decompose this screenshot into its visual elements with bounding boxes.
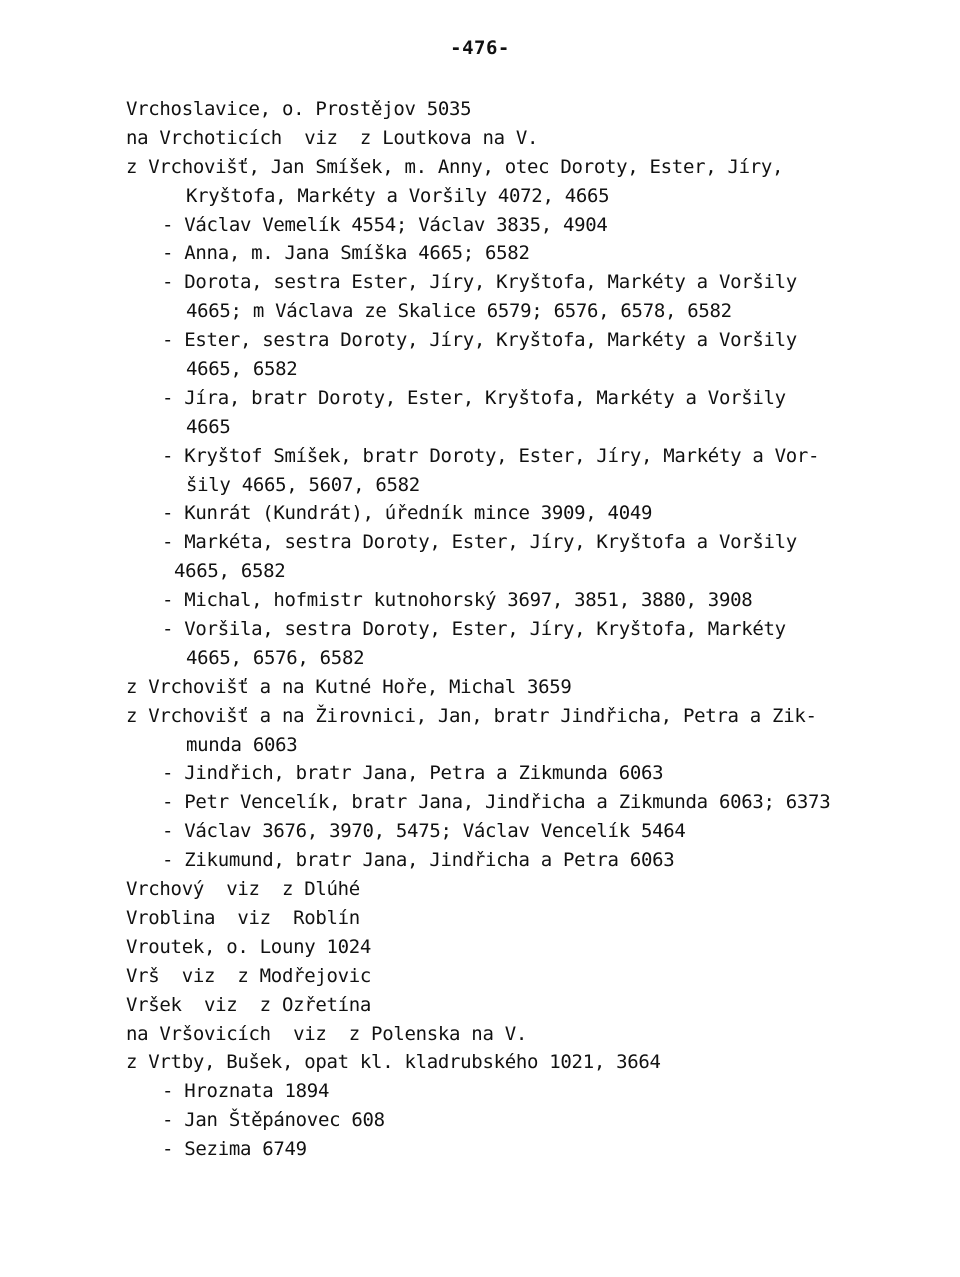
index-line-continuation: 4665, 6576, 6582 — [186, 646, 365, 669]
index-line: Vrchový viz z Dlúhé — [126, 878, 360, 901]
index-line: na Vršovicích viz z Polenska na V. — [126, 1022, 528, 1045]
index-subentry: - Anna, m. Jana Smíška 4665; 6582 — [162, 242, 530, 265]
index-subentry: - Ester, sestra Doroty, Jíry, Kryštofa, Markéty a Voršily — [162, 329, 797, 352]
index-subentry: - Václav Vemelík 4554; Václav 3835, 4904 — [162, 213, 608, 236]
index-subentry: - Dorota, sestra Ester, Jíry, Kryštofa, Markéty a Voršily — [162, 271, 797, 294]
index-line: z Vrchovišť a na Žirovnici, Jan, bratr Jindřicha, Petra a Zik- — [126, 704, 817, 727]
index-line: z Vrchovišť a na Kutné Hoře, Michal 3659 — [126, 675, 572, 698]
index-subentry: - Jan Štěpánovec 608 — [162, 1109, 385, 1132]
index-subentry: - Zikumund, bratr Jana, Jindřicha a Petra 6063 — [162, 849, 675, 872]
index-subentry: - Markéta, sestra Doroty, Ester, Jíry, Kryštofa a Voršily — [162, 531, 797, 554]
index-subentry: - Kryštof Smíšek, bratr Doroty, Ester, Jíry, Markéty a Vor- — [162, 444, 820, 467]
index-line: z Vrtby, Bušek, opat kl. kladrubského 1021, 3664 — [126, 1051, 661, 1074]
index-line: z Vrchovišť, Jan Smíšek, m. Anny, otec Doroty, Ester, Jíry, — [126, 155, 784, 178]
index-line-continuation: šily 4665, 5607, 6582 — [186, 473, 420, 496]
index-entries — [126, 95, 886, 1164]
index-line: Vrchoslavice, o. Prostějov 5035 — [126, 98, 472, 120]
index-subentry: - Jíra, bratr Doroty, Ester, Kryštofa, Markéty a Voršily — [162, 386, 786, 409]
index-line: Vroutek, o. Louny 1024 — [126, 935, 372, 958]
index-line: Vroblina viz Roblín — [126, 906, 360, 929]
index-line-continuation: munda 6063 — [186, 733, 298, 756]
index-subentry: - Jindřich, bratr Jana, Petra a Zikmunda 6063 — [162, 762, 664, 785]
index-line-continuation: 4665, 6582 — [174, 560, 286, 583]
index-subentry: - Sezima 6749 — [162, 1138, 307, 1161]
index-subentry: - Václav 3676, 3970, 5475; Václav Vencelík 5464 — [162, 820, 686, 843]
index-line: Vršek viz z Ozřetína — [126, 993, 372, 1016]
index-line: Vrš viz z Modřejovic — [126, 964, 372, 987]
index-line-continuation: 4665 — [186, 415, 231, 438]
index-line-continuation: Kryštofa, Markéty a Voršily 4072, 4665 — [186, 184, 610, 207]
index-line-continuation: 4665; m Václava ze Skalice 6579; 6576, 6578, 6582 — [186, 300, 732, 323]
index-line: na Vrchoticích viz z Loutkova na V. — [126, 126, 539, 149]
index-subentry: - Kunrát (Kundrát), úředník mince 3909, 4049 — [162, 502, 653, 525]
index-subentry: - Hroznata 1894 — [162, 1080, 330, 1103]
index-line-continuation: 4665, 6582 — [186, 358, 298, 381]
index-subentry: - Voršila, sestra Doroty, Ester, Jíry, Kryštofa, Markéty — [162, 618, 786, 641]
page-number: -476- — [450, 37, 510, 59]
index-subentry: - Michal, hofmistr kutnohorský 3697, 3851, 3880, 3908 — [162, 589, 753, 612]
index-subentry: - Petr Vencelík, bratr Jana, Jindřicha a Zikmunda 6063; 6373 — [162, 791, 831, 814]
